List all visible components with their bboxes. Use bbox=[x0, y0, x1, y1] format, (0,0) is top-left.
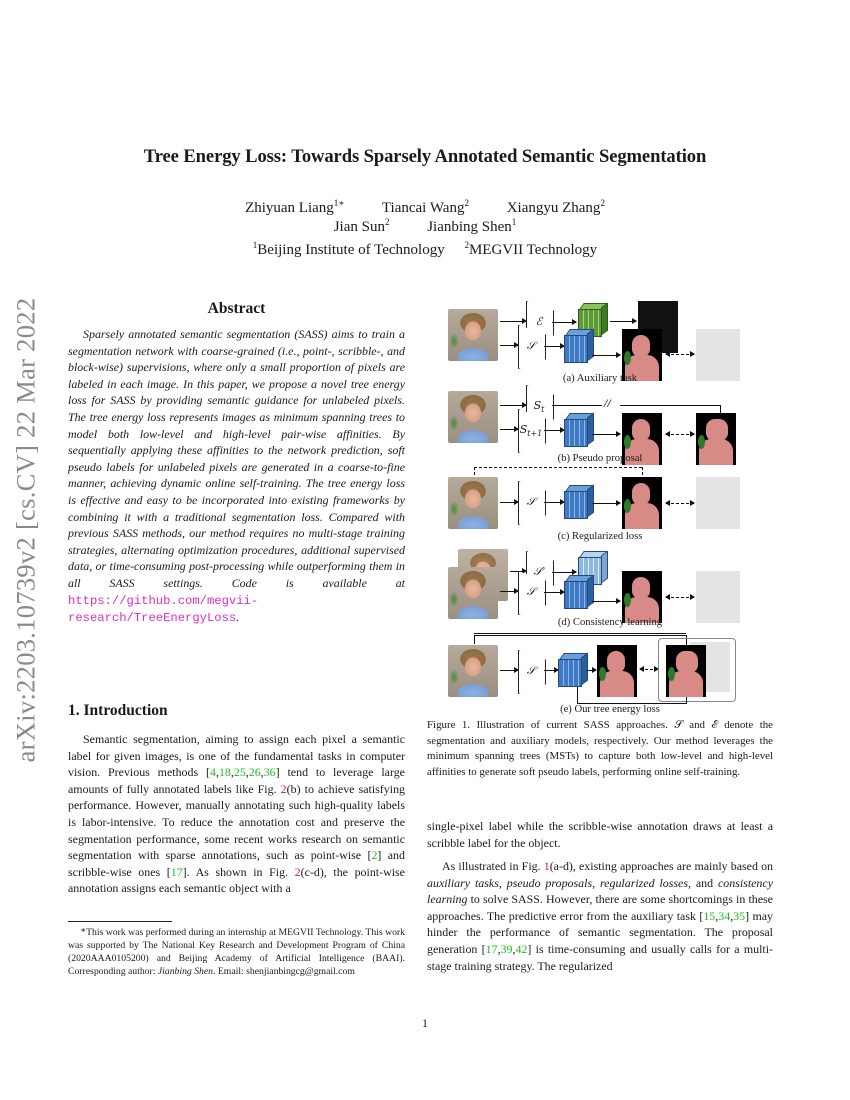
double-arrow-icon bbox=[666, 354, 694, 355]
arrow-icon bbox=[544, 346, 564, 347]
figure-caption: Figure 1. Illustration of current SASS approaches. 𝒮 and ℰ denote the segmentation and auxiliary models, respectively. Our method leverages the minimum spanning trees (MSTs) to capture both low-level and high-level affinities to generate soft pseudo labels, performing online self-training. bbox=[427, 719, 773, 778]
arrow-icon bbox=[500, 405, 526, 406]
section-heading-introduction: 1. Introduction bbox=[68, 702, 168, 719]
figure-ref-link[interactable]: 2 bbox=[280, 781, 287, 796]
affiliation: $^2$MEGVII Technology bbox=[464, 240, 598, 258]
figure-1: ℰ 𝒮 (a) Auxiliary task $S_t$ $S_{t+1}$ // (b) Pseudo proposal 𝒮 (c) Regularized loss 𝒮′ 𝒮 (d) Consistency learning 𝒮 (e) Our tree energy loss bbox=[440, 295, 760, 715]
citation-link[interactable]: 15 bbox=[703, 908, 716, 923]
citation-link[interactable]: 39 bbox=[500, 941, 513, 956]
intro-paragraph-1-continued: single-pixel label while the scribble-wise annotation draws at least a scribble label for the object. bbox=[427, 819, 773, 850]
double-arrow-icon bbox=[666, 597, 694, 598]
feature-cube-blue bbox=[564, 575, 590, 605]
scribble-label bbox=[696, 571, 740, 623]
feature-cube-blue bbox=[558, 653, 584, 683]
arrow-icon bbox=[586, 670, 596, 671]
figure-ref-link[interactable]: 2 bbox=[294, 864, 301, 879]
author: Xiangyu Zhang$^2$ bbox=[506, 198, 605, 216]
author: Tiancai Wang$^2$ bbox=[381, 198, 469, 216]
input-image bbox=[448, 477, 498, 529]
author-line-2 bbox=[0, 219, 850, 236]
segmentation-mask bbox=[622, 571, 662, 623]
arrow-icon bbox=[592, 355, 620, 356]
code-link[interactable]: https://github.com/megvii-research/TreeEnergyLoss bbox=[68, 593, 259, 626]
arrow-icon bbox=[552, 322, 576, 323]
arrow-icon bbox=[552, 572, 576, 573]
arrow-icon bbox=[592, 434, 620, 435]
paper-title: Tree Energy Loss: Towards Sparsely Annotated Semantic Segmentation bbox=[143, 146, 707, 167]
figure-ref-link[interactable]: 1 bbox=[543, 859, 550, 873]
input-image bbox=[448, 309, 498, 361]
arrow-icon bbox=[500, 670, 518, 671]
citation-link[interactable]: 4 bbox=[209, 765, 216, 780]
scribble-label bbox=[696, 477, 740, 529]
abstract-heading: Abstract bbox=[207, 300, 266, 317]
input-image bbox=[448, 391, 498, 443]
citation-link[interactable]: 35 bbox=[733, 908, 746, 923]
abstract-body: Sparsely annotated semantic segmentation (SASS) aims to train a segmentation network with coarse-grained (i.e., point-, scribble-, and block-wise) supervisions, where only a small proportion of pixels are labeled in each image. In this paper, we propose a novel tree energy loss for SASS by providing semantic guidance for unlabeled pixels. The tree energy loss represents images as minimum spanning trees to model both low-level and high-level pair-wise affinities. By sequentially applying these affinities to the network prediction, soft pseudo labels for unlabeled pixels are generated in a coarse-to-fine manner, achieving dynamic online self-training. The tree energy loss is effective and easy to be incorporated into existing frameworks by combining it with a traditional segmentation loss. Compared with previous SASS methods, our method requires no multi-stage training strategies, alternating optimization procedures, additional supervised data, or time-consuming post-processing while outperforming them in all SASS settings. Code is available at https://github.com/megvii-research/TreeEnergyLoss. bbox=[68, 327, 405, 626]
intro-paragraph-1: Semantic segmentation, aiming to assign each pixel a semantic label for given images, is one of the fundamental tasks in computer vision. Previous methods [4,18,25,26,36] tend to leverage large amounts of fully annotated labels like Fig. 2(b) to achieve satisfying performance. However, manually annotating such high-quality labels is labor-intensive. To reduce the annotation cost and preserve the segmentation performance, some recent works research on semantic segmentation with sparse annotations, such as point-wise [2] and scribble-wise ones [17]. As shown in Fig. 2(c-d), the point-wise annotation assigns each semantic object with a bbox=[68, 732, 406, 896]
feature-cube-blue bbox=[564, 329, 590, 359]
arrow-icon bbox=[500, 321, 526, 322]
citation-link[interactable]: 17 bbox=[170, 864, 183, 879]
double-arrow-icon bbox=[666, 434, 694, 435]
citation-link[interactable]: 25 bbox=[233, 765, 246, 780]
arxiv-stamp: arXiv:2203.10739v2 [cs.CV] 22 Mar 2022 bbox=[10, 297, 41, 763]
intro-paragraph-2: As illustrated in Fig. 1(a-d), existing approaches are mainly based on auxiliary tasks, pseudo proposals, regularized losses, and consistency learning to solve SASS. However, there are some shortcomings in these approaches. The predictive error from the auxiliary task [15,34,35] may hinder the performance of semantic segmentation. The proposal generation [17,39,42] is time-consuming and usually calls for a multi-stage training strategy. The regularized bbox=[427, 859, 774, 973]
citation-link[interactable]: 34 bbox=[718, 908, 731, 923]
arrow-icon bbox=[544, 502, 564, 503]
citation-link[interactable]: 36 bbox=[263, 765, 276, 780]
arrow-icon bbox=[544, 670, 558, 671]
arrow-icon bbox=[544, 592, 564, 593]
citation-link[interactable]: 42 bbox=[515, 941, 528, 956]
double-arrow-icon bbox=[640, 669, 658, 670]
pseudo-proposal-mask bbox=[696, 413, 736, 465]
arrow-icon bbox=[500, 345, 518, 346]
segmentation-mask bbox=[622, 477, 662, 529]
author: Jianbing Shen$^1$ bbox=[427, 217, 517, 235]
author: Zhiyuan Liang$^{1∗}$ bbox=[245, 198, 345, 216]
page-number: 1 bbox=[422, 1016, 428, 1030]
citation-link[interactable]: 18 bbox=[218, 765, 231, 780]
break-mark: // bbox=[604, 396, 611, 410]
citation-link[interactable]: 26 bbox=[248, 765, 261, 780]
feature-cube-blue bbox=[564, 485, 590, 515]
double-arrow-icon bbox=[666, 503, 694, 504]
footnote: ∗This work was performed during an internship at MEGVII Technology. This work was supported by The National Key Research and Development Program of China (2020AAA0105200) and Beijing Academy of Artificial Intelligence (BAAI). Corresponding author: Jianbing Shen. Email: shenjianbingcg@gmail.com bbox=[68, 925, 405, 977]
arrow-icon bbox=[592, 503, 620, 504]
arrow-icon bbox=[610, 321, 636, 322]
affiliations bbox=[0, 242, 850, 259]
author: Jian Sun$^2$ bbox=[333, 217, 390, 235]
arrow-icon bbox=[544, 430, 564, 431]
input-image bbox=[448, 645, 498, 697]
arrow-icon bbox=[500, 502, 518, 503]
citation-link[interactable]: 17 bbox=[485, 941, 498, 956]
input-image bbox=[448, 567, 498, 619]
footnote-divider bbox=[68, 921, 172, 922]
arrow-icon bbox=[500, 429, 518, 430]
feature-cube-blue bbox=[564, 413, 590, 443]
arrow-icon bbox=[592, 601, 620, 602]
affiliation: $^1$Beijing Institute of Technology bbox=[252, 240, 445, 258]
scribble-label bbox=[696, 329, 740, 381]
author-line-1 bbox=[0, 200, 850, 217]
citation-link[interactable]: 2 bbox=[371, 848, 378, 863]
arrow-icon bbox=[500, 591, 518, 592]
